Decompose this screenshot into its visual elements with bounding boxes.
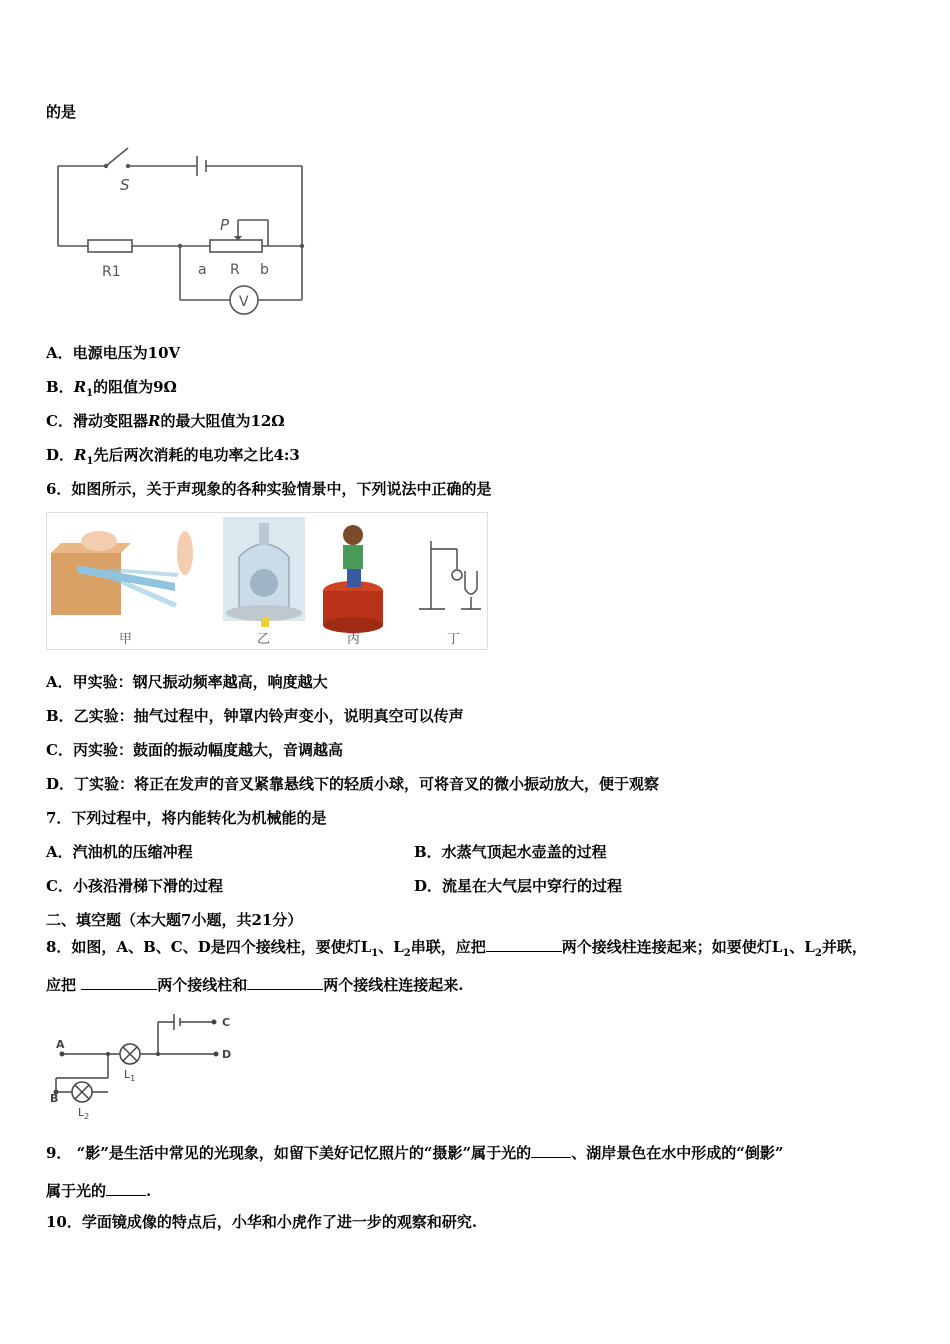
terminal-b-label: b (260, 262, 269, 278)
q7-stem: 7．下列过程中，将内能转化为机械能的是 (46, 809, 327, 827)
q6-option-a: A．甲实验：钢尺振动频率越高，响度越大 (46, 673, 328, 691)
switch-lever (106, 148, 128, 166)
q7-option-a: A．汽油机的压缩冲程 (46, 843, 193, 861)
q9-line-1: 9． “影”是生活中常见的光现象，如留下美好记忆照片的“摄影”属于光的 、湖岸景色在水中形成的“倒影” (46, 1141, 783, 1163)
q7-option-b: B．水蒸气顶起水壶盖的过程 (414, 843, 607, 861)
q9-line-2: 属于光的 . (46, 1179, 151, 1201)
terminal-a-label: a (198, 262, 207, 278)
q6-option-b: B．乙实验：抽气过程中，钟罩内铃声变小，说明真空可以传声 (46, 707, 464, 725)
rheostat-label: R (230, 262, 240, 278)
terminal-c-dot (212, 1020, 217, 1025)
rheostat-body (210, 240, 262, 252)
image-label-ding: 丁 (447, 632, 461, 647)
q7-option-c: C．小孩沿滑梯下滑的过程 (46, 877, 223, 895)
image-label-bing: 丙 (347, 632, 361, 647)
q5-option-a: A．电源电压为10V (46, 344, 181, 362)
q6-stem: 6．如图所示，关于声现象的各种实验情景中，下列说法中正确的是 (46, 480, 492, 498)
terminal-a-dot (60, 1052, 65, 1057)
image-label-jia: 甲 (119, 632, 133, 647)
slider-label: P (220, 216, 230, 234)
terminal-b-label: B (50, 1092, 59, 1105)
q6-option-d: D．丁实验：将正在发声的音叉紧靠悬线下的轻质小球，可将音叉的微小振动放大，便于观察 (46, 775, 660, 793)
steel-ruler-experiment (51, 531, 193, 615)
q8-blank-2[interactable] (81, 973, 157, 990)
q8-blank-3[interactable] (247, 973, 323, 990)
question-continuation: 的是 (46, 103, 77, 121)
q8-line-2: 应把 两个接线柱和 两个接线柱连接起来. (46, 973, 463, 995)
q8-line-1: 8．如图，A、B、C、D是四个接线柱，要使灯$L_1$、$L_2$串联，应把 两个接线柱连接起来；如要使灯$L_1$、$L_2$并联， (46, 935, 867, 964)
tuning-fork-experiment (419, 541, 481, 609)
circuit-diagram-q5 (50, 140, 320, 320)
terminal-c-label: C (222, 1016, 231, 1029)
terminal-a-label: A (56, 1038, 65, 1051)
circuit-diagram-q8 (46, 1008, 246, 1120)
lamp-l1-label: $L_1$ (124, 1068, 136, 1083)
q9-blank-1[interactable] (531, 1141, 571, 1158)
q9-blank-2[interactable] (106, 1179, 146, 1196)
q5-option-d: D．$R_1$先后两次消耗的电功率之比4:3 (46, 446, 300, 467)
q5-option-c: C．滑动变阻器R的最大阻值为12Ω (46, 412, 285, 430)
switch-label: S (120, 176, 130, 194)
image-label-yi: 乙 (257, 632, 271, 647)
r1-label: R1 (102, 264, 121, 280)
lamp-l2-label: $L_2$ (78, 1106, 90, 1120)
section-heading: 二、填空题（本大题7小题，共21分） (46, 911, 303, 929)
q10-stem: 10．学面镜成像的特点后，小华和小虎作了进一步的观察和研究. (46, 1213, 478, 1231)
bell-jar-experiment (223, 517, 305, 627)
q6-option-c: C．丙实验：鼓面的振动幅度越大，音调越高 (46, 741, 343, 759)
drum-experiment (323, 525, 383, 633)
q8-blank-1[interactable] (486, 935, 562, 952)
sound-experiments-figure (46, 512, 488, 650)
resistor-r1-body (88, 240, 132, 252)
terminal-d-label: D (222, 1048, 232, 1061)
voltmeter-label: V (239, 294, 249, 310)
q7-option-d: D．流星在大气层中穿行的过程 (414, 877, 623, 895)
q5-option-b: B．$R_1$的阻值为9Ω (46, 378, 177, 399)
terminal-d-dot (214, 1052, 219, 1057)
